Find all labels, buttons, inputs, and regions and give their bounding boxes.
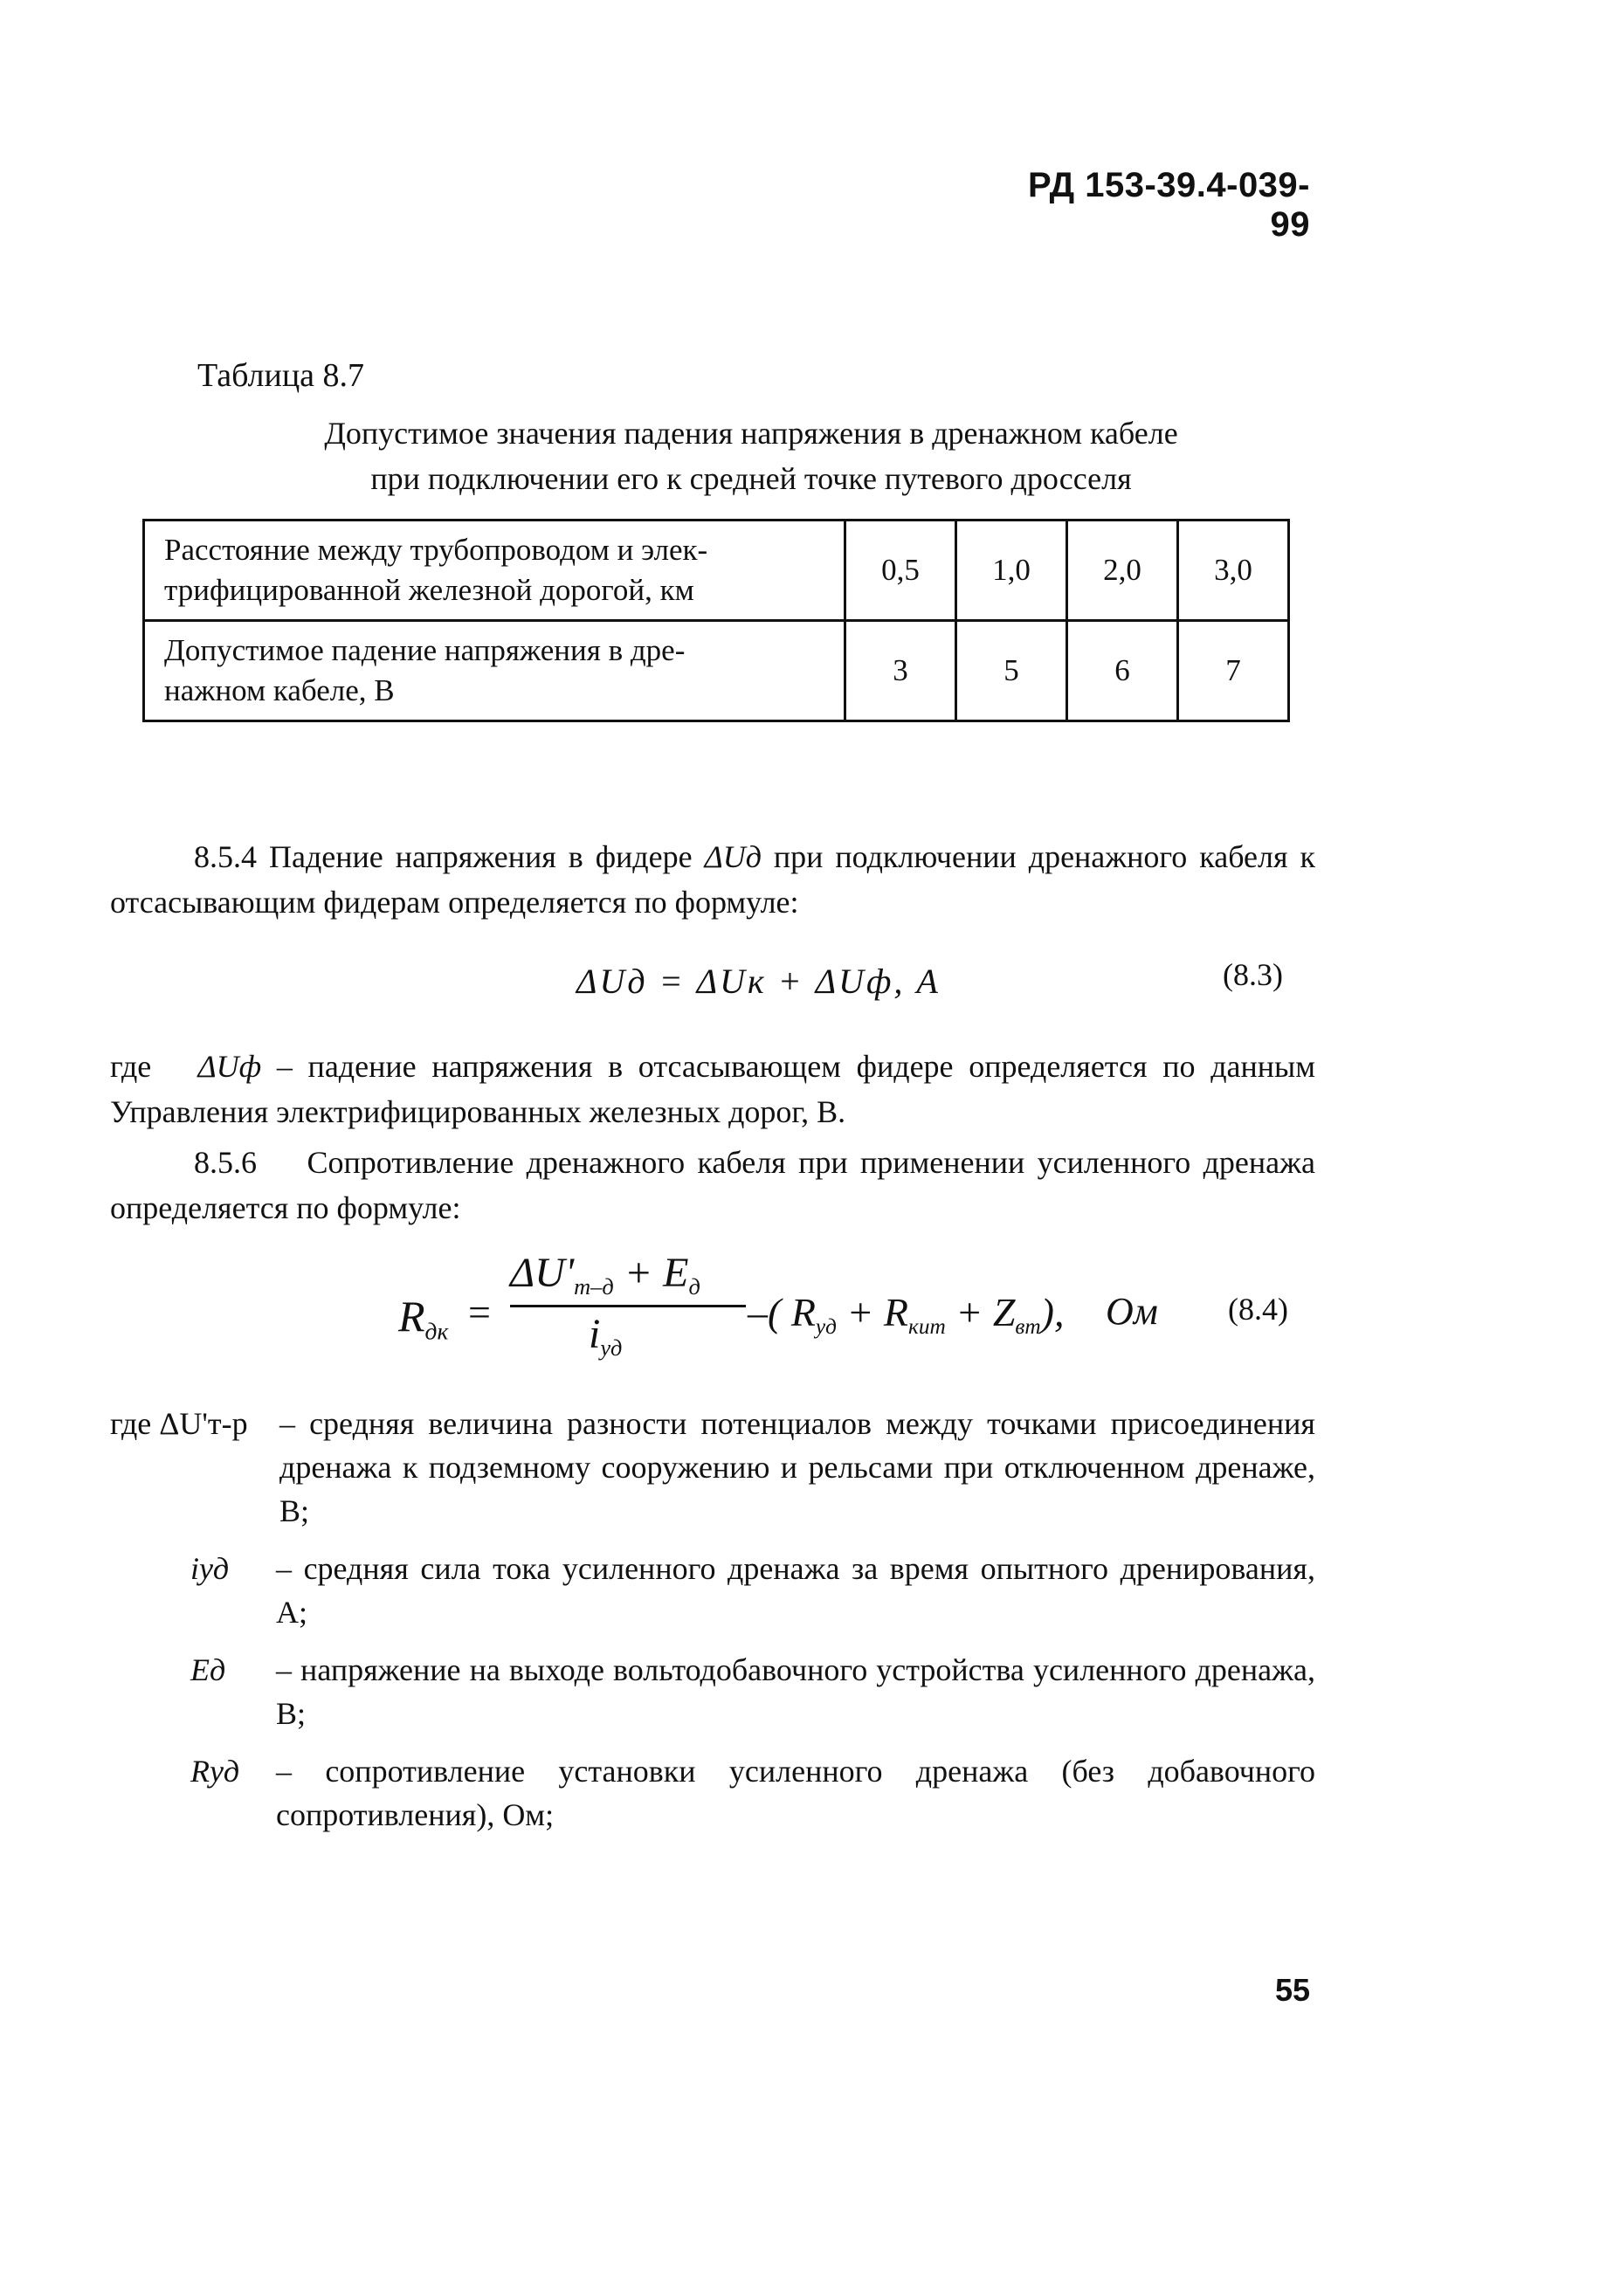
definition-item [110, 1547, 1315, 1634]
definition-text: – средняя сила тока усиленного дренажа за время опытного дренирования, А; [276, 1551, 1315, 1630]
formula-8-3-note [110, 1044, 1315, 1134]
fraction-numerator [510, 1249, 700, 1300]
subscript: вт [1015, 1313, 1041, 1339]
symbol: ΔUф [197, 1049, 262, 1084]
note-text: – падение напряжения в отсасывающем фидере определяется по данным Управления электрифицированных железных дорог, В. [110, 1049, 1316, 1129]
subscript: уд [815, 1313, 837, 1339]
subscript: уд [600, 1334, 623, 1362]
document-code: РД 153-39.4-039-99 [1027, 166, 1310, 244]
table-cell: 7 [1178, 621, 1289, 721]
subscript: кит [908, 1313, 946, 1339]
subscript: д [688, 1273, 700, 1300]
definition-text: – средняя величина разности потенциалов между точками присоединения дренажа к подземному сооружению и рельсами при отключенном дренаже, В; [279, 1406, 1315, 1528]
paragraph-text: Падение напряжения в фидере [268, 839, 693, 874]
table-caption-line: при подключении его к средней точке путевого дросселя [370, 461, 1132, 496]
definition-symbol: iуд [190, 1551, 230, 1586]
table-cell: 3,0 [1178, 521, 1289, 621]
symbol: + Z [945, 1290, 1016, 1334]
symbol: + R [836, 1290, 909, 1334]
page-number: 55 [1274, 1972, 1310, 2008]
subscript: т–д [574, 1273, 614, 1300]
definition-symbol: Eд [190, 1652, 226, 1687]
formula-8-4 [398, 1249, 1184, 1389]
symbol: ), [1040, 1290, 1065, 1334]
section-number: 8.5.4 [194, 839, 257, 874]
fraction-bar [510, 1305, 746, 1307]
row-label-line: Допустимое падение напряжения в дре- [164, 633, 686, 667]
symbol: ΔUд [704, 839, 762, 874]
subscript: дк [424, 1317, 449, 1345]
row-label-line: Расстояние между трубопроводом и элек- [164, 533, 708, 567]
row-label-line: трифицированной железной дорогой, км [164, 573, 694, 607]
row-label [144, 621, 845, 721]
formula-lhs [398, 1291, 448, 1346]
paragraph-8-5-6 [110, 1140, 1315, 1231]
where-word: где [110, 1049, 152, 1084]
formula-number: (8.4) [1228, 1292, 1288, 1327]
definition-text: – напряжение на выходе вольтодобавочного устройства усиленного дренажа, В; [276, 1652, 1315, 1731]
formula-number: (8.3) [1223, 957, 1283, 992]
definition-symbol: Rуд [190, 1754, 240, 1789]
table-caption-line: Допустимое значения падения напряжения в дренажном кабеле [324, 416, 1178, 451]
paragraph-text: при подключении дренажного кабеля к отсасывающим фидерам определяется по формуле: [110, 839, 1315, 920]
definition-symbol: где ΔU'т-р [110, 1406, 248, 1441]
definition-item [110, 1749, 1315, 1837]
table-label: Таблица 8.7 [197, 357, 365, 394]
symbol: i [589, 1311, 601, 1357]
formula-unit: Ом [1106, 1290, 1158, 1333]
table-cell: 5 [956, 621, 1067, 721]
definition-text: – сопротивление установки усиленного дренажа (без добавочного сопротивления), Ом; [276, 1754, 1315, 1832]
table-row [144, 521, 1289, 621]
paragraph-8-5-4 [110, 834, 1315, 925]
table-cell: 1,0 [956, 521, 1067, 621]
row-label-line: нажном кабеле, В [164, 673, 395, 707]
symbol: + E [613, 1250, 689, 1296]
data-table [142, 519, 1290, 722]
row-label [144, 521, 845, 621]
definitions-list [110, 1402, 1315, 1851]
table-row [144, 621, 1289, 721]
table-cell: 3 [845, 621, 956, 721]
formula-8-3: ΔUд = ΔUк + ΔUф, А [576, 962, 941, 1001]
paragraph-text: Сопротивление дренажного кабеля при применении усиленного дренажа определяется по формуле: [110, 1145, 1316, 1225]
definition-item [110, 1402, 1315, 1533]
symbol: ΔU' [510, 1250, 575, 1296]
equals-sign: = [468, 1290, 491, 1334]
table-cell: 6 [1067, 621, 1178, 721]
section-number: 8.5.6 [194, 1145, 257, 1180]
symbol: R [398, 1292, 425, 1341]
table-caption [131, 410, 1371, 501]
formula-rest [748, 1289, 1064, 1340]
table-cell: 0,5 [845, 521, 956, 621]
symbol: –( R [748, 1290, 816, 1334]
definition-item [110, 1648, 1315, 1735]
table-cell: 2,0 [1067, 521, 1178, 621]
fraction-denominator [589, 1310, 622, 1362]
